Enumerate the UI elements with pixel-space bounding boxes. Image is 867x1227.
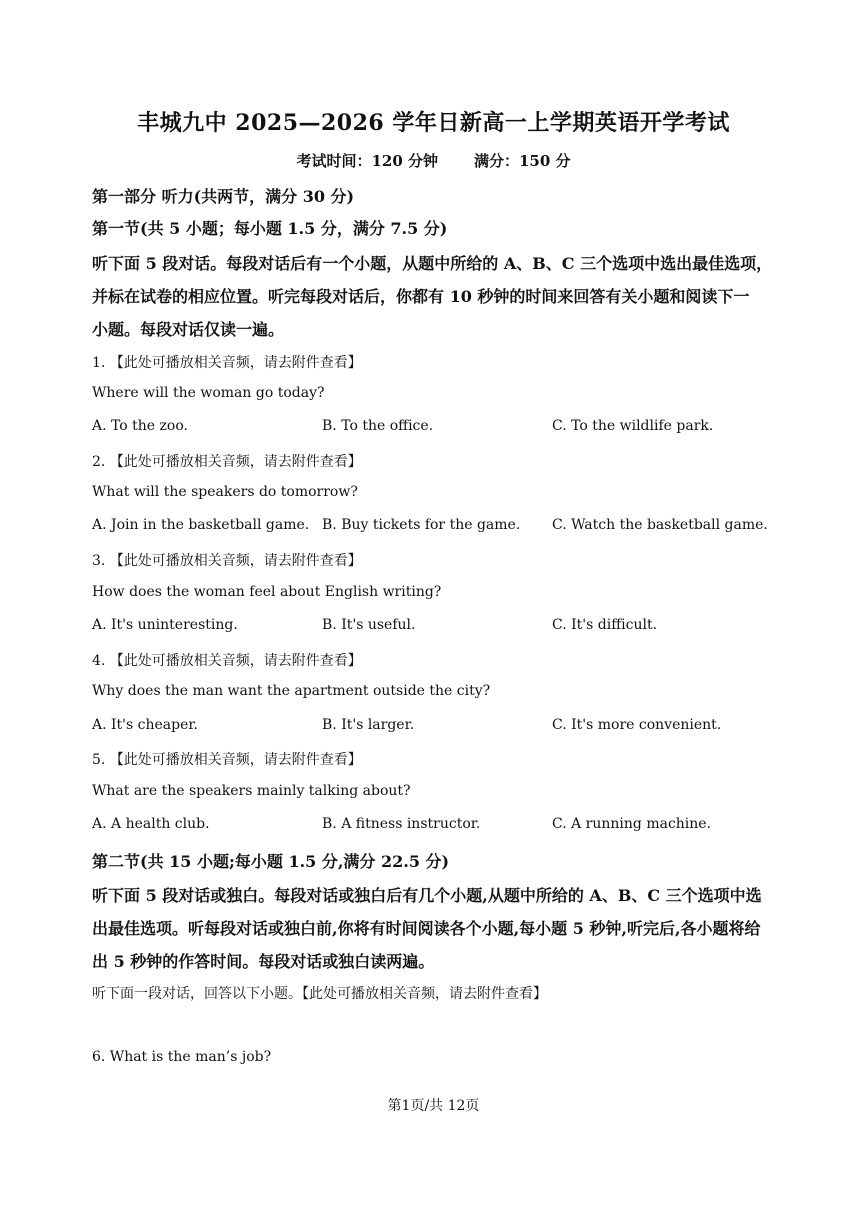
section1-heading: 第一节(共 5 小题；每小题 1.5 分，满分 7.5 分) [92,219,448,238]
section1-instructions-line: 听下面 5 段对话。每段对话后有一个小题，从题中所给的 A、B、C 三个选项中选出最佳选项， [92,254,773,273]
question-3: How does the woman feel about English writing? [92,584,442,600]
option-5b: B. A fitness instructor. [322,816,481,832]
section1-instructions-line: 并标在试卷的相应位置。听完每段对话后，你都有 10 秒钟的时间来回答有关小题和阅读下一 [92,287,750,306]
audio-note-5[interactable]: 5. 【此处可播放相关音频，请去附件查看】 [92,752,362,768]
option-2b: B. Buy tickets for the game. [322,517,521,533]
question-4: Why does the man want the apartment outside the city? [92,683,491,699]
section2-instructions-line: 出 5 秒钟的作答时间。每段对话或独白读两遍。 [92,952,435,971]
option-1c: C. To the wildlife park. [552,418,714,434]
exam-score: 满分：150 分 [474,152,571,170]
option-2a: A. Join in the basketball game. [92,517,310,533]
option-4a: A. It's cheaper. [92,717,198,733]
question-2: What will the speakers do tomorrow? [92,484,358,500]
option-3a: A. It's uninteresting. [92,617,238,633]
question-6: 6. What is the man’s job? [92,1049,272,1065]
option-1b: B. To the office. [322,418,434,434]
question-1: Where will the woman go today? [92,385,325,401]
audio-note-3[interactable]: 3. 【此处可播放相关音频，请去附件查看】 [92,553,362,569]
section1-instructions-line: 小题。每段对话仅读一遍。 [92,320,285,339]
section2-heading: 第二节(共 15 小题;每小题 1.5 分,满分 22.5 分) [92,852,450,871]
option-1a: A. To the zoo. [92,418,188,434]
audio-note-section2[interactable]: 听下面一段对话，回答以下小题。【此处可播放相关音频，请去附件查看】 [92,986,547,1002]
exam-title: 丰城九中 2025—2026 学年日新高一上学期英语开学考试 [137,110,730,136]
part1-heading: 第一部分 听力(共两节，满分 30 分) [92,187,355,206]
option-2c: C. Watch the basketball game. [552,517,768,533]
page-footer: 第1页/共 12页 [387,1098,480,1114]
option-5c: C. A running machine. [552,816,712,832]
question-5: What are the speakers mainly talking about? [92,783,411,799]
section2-instructions-line: 听下面 5 段对话或独白。每段对话或独白后有几个小题,从题中所给的 A、B、C 三个选项中选 [92,886,762,905]
exam-meta [0,150,867,171]
section2-instructions-line: 出最佳选项。听每段对话或独白前,你将有时间阅读各个小题,每小题 5 秒钟,听完后,各小题将给 [92,919,761,938]
audio-note-1[interactable]: 1. 【此处可播放相关音频，请去附件查看】 [92,355,362,371]
option-3c: C. It's difficult. [552,617,658,633]
audio-note-4[interactable]: 4. 【此处可播放相关音频，请去附件查看】 [92,653,362,669]
audio-note-2[interactable]: 2. 【此处可播放相关音频，请去附件查看】 [92,454,362,470]
option-5a: A. A health club. [92,816,210,832]
option-4b: B. It's larger. [322,717,415,733]
option-4c: C. It's more convenient. [552,717,722,733]
option-3b: B. It's useful. [322,617,416,633]
exam-time: 考试时间：120 分钟 [296,152,438,170]
